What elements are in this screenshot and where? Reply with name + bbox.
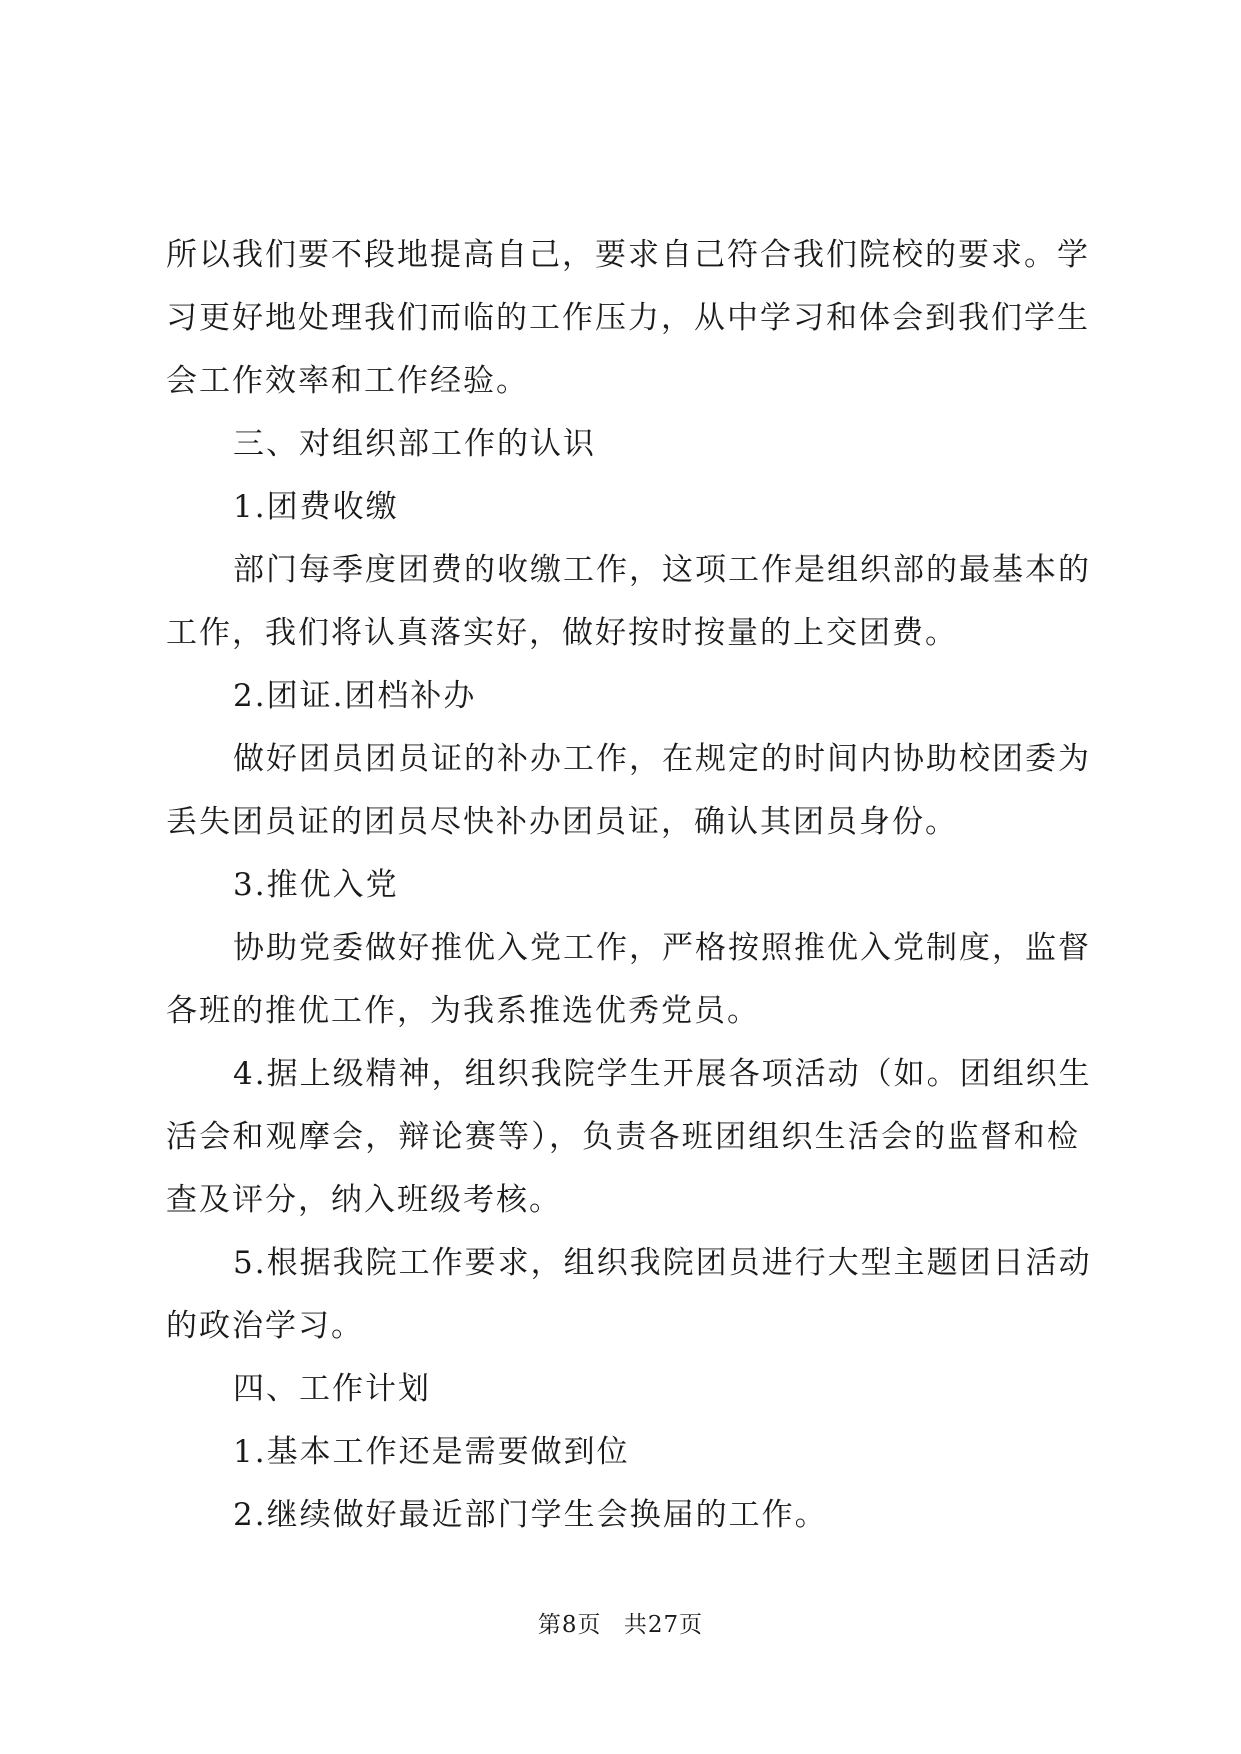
list-item: 2.继续做好最近部门学生会换届的工作。 — [233, 1497, 828, 1533]
text-line: 会工作效率和工作经验。 — [166, 363, 529, 399]
current-page-label: 第8页 — [537, 1612, 602, 1638]
text-line: 5.根据我院工作要求，组织我院团员进行大型主题团日活动 — [233, 1245, 1092, 1281]
subheading: 1.团费收缴 — [233, 489, 399, 525]
section-heading: 三、对组织部工作的认识 — [233, 426, 596, 462]
text-line: 做好团员团员证的补办工作，在规定的时间内协助校团委为 — [233, 741, 1091, 777]
text-line: 各班的推优工作，为我系推选优秀党员。 — [166, 993, 760, 1029]
text-line: 部门每季度团费的收缴工作，这项工作是组织部的最基本的 — [233, 552, 1091, 588]
total-pages-label: 共27页 — [623, 1612, 704, 1638]
section-heading: 四、工作计划 — [233, 1371, 431, 1407]
text-line: 工作，我们将认真落实好，做好按时按量的上交团费。 — [166, 615, 958, 651]
text-line: 协助党委做好推优入党工作，严格按照推优入党制度，监督 — [233, 930, 1091, 966]
page-footer — [0, 1606, 1241, 1639]
document-body — [166, 224, 1092, 1547]
text-line: 所以我们要不段地提高自己，要求自己符合我们院校的要求。学 — [166, 237, 1090, 273]
subheading: 2.团证.团档补办 — [233, 678, 477, 714]
text-line: 活会和观摩会，辩论赛等），负责各班团组织生活会的监督和检 — [166, 1119, 1080, 1155]
text-line: 4.据上级精神，组织我院学生开展各项活动（如。团组织生 — [233, 1056, 1092, 1092]
list-item: 1.基本工作还是需要做到位 — [233, 1434, 630, 1470]
text-line: 丢失团员证的团员尽快补办团员证，确认其团员身份。 — [166, 804, 958, 840]
text-line: 习更好地处理我们而临的工作压力，从中学习和体会到我们学生 — [166, 300, 1090, 336]
text-line: 查及评分，纳入班级考核。 — [166, 1182, 562, 1218]
subheading: 3.推优入党 — [233, 867, 399, 903]
text-line: 的政治学习。 — [166, 1308, 364, 1344]
